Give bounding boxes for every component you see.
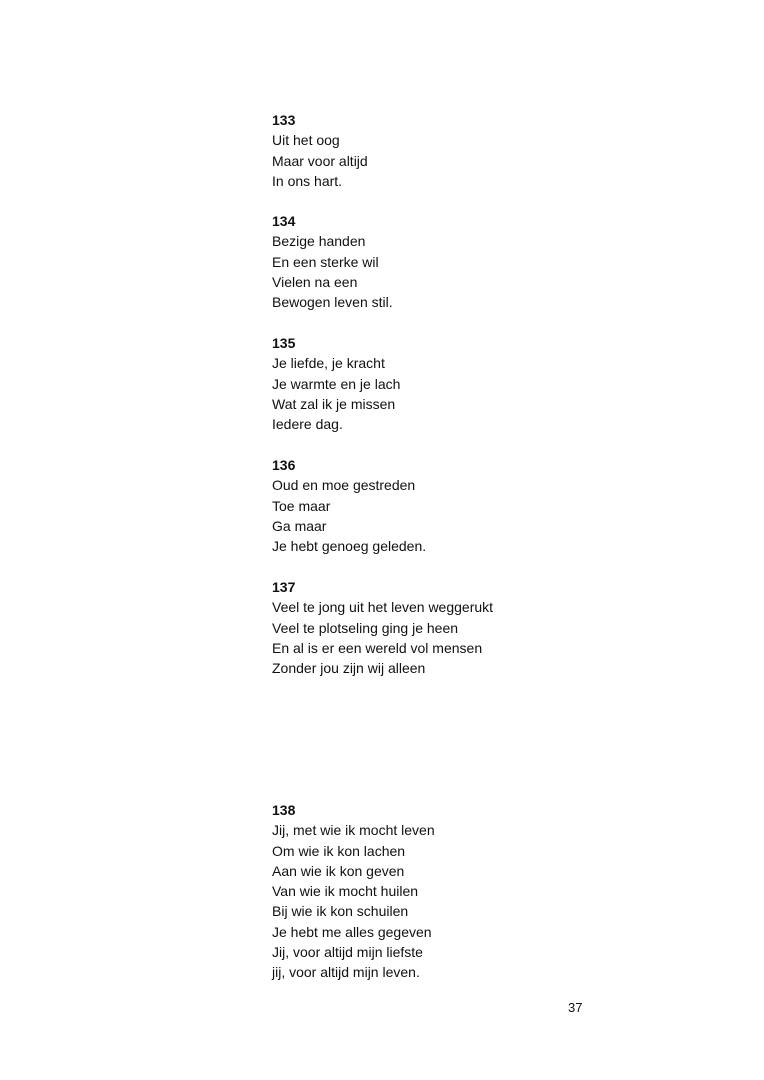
poem-number: 138 [272,802,296,818]
poem-135 [272,333,632,434]
poem-line: En een sterke wil [272,253,379,270]
poem-number: 135 [272,335,296,351]
poem-number: 136 [272,457,296,473]
poem-line: Aan wie ik kon geven [272,862,405,879]
poem-line: Ga maar [272,517,327,534]
poem-137 [272,577,632,678]
poem-line: Jij, met wie ik mocht leven [272,822,435,839]
page-number: 37 [568,1000,583,1015]
poem-line: Maar voor altijd [272,152,368,169]
poem-line: jij, voor altijd mijn leven. [272,964,420,981]
poem-line: Je liefde, je kracht [272,355,385,372]
poem-line: Jij, voor altijd mijn liefste [272,944,423,961]
poem-line: Je warmte en je lach [272,375,401,392]
poem-line: Bewogen leven stil. [272,294,393,311]
poem-line: Van wie ik mocht huilen [272,883,419,900]
poem-line: Oud en moe gestreden [272,477,416,494]
poem-line: Je hebt genoeg geleden. [272,538,427,555]
poem-number: 134 [272,213,296,229]
poem-line: Veel te jong uit het leven weggerukt [272,599,494,616]
poem-line: Zonder jou zijn wij alleen [272,660,426,677]
poem-138 [272,800,632,983]
poem-line: Vielen na een [272,273,358,290]
poem-line: Uit het oog [272,132,340,149]
poem-line: Toe maar [272,497,331,514]
poem-133 [272,110,632,191]
poem-line: Wat zal ik je missen [272,395,396,412]
poem-line: Om wie ik kon lachen [272,842,406,859]
poem-line: Je hebt me alles gegeven [272,923,432,940]
poem-line: In ons hart. [272,172,343,189]
poem-line: Bezige handen [272,233,366,250]
poem-number: 137 [272,579,296,595]
poem-line: Bij wie ik kon schuilen [272,903,409,920]
poem-line: Veel te plotseling ging je heen [272,619,459,636]
poem-134 [272,211,632,312]
poem-number: 133 [272,112,296,128]
poem-136 [272,455,632,556]
poem-line: Iedere dag. [272,416,343,433]
poem-line: En al is er een wereld vol mensen [272,639,483,656]
